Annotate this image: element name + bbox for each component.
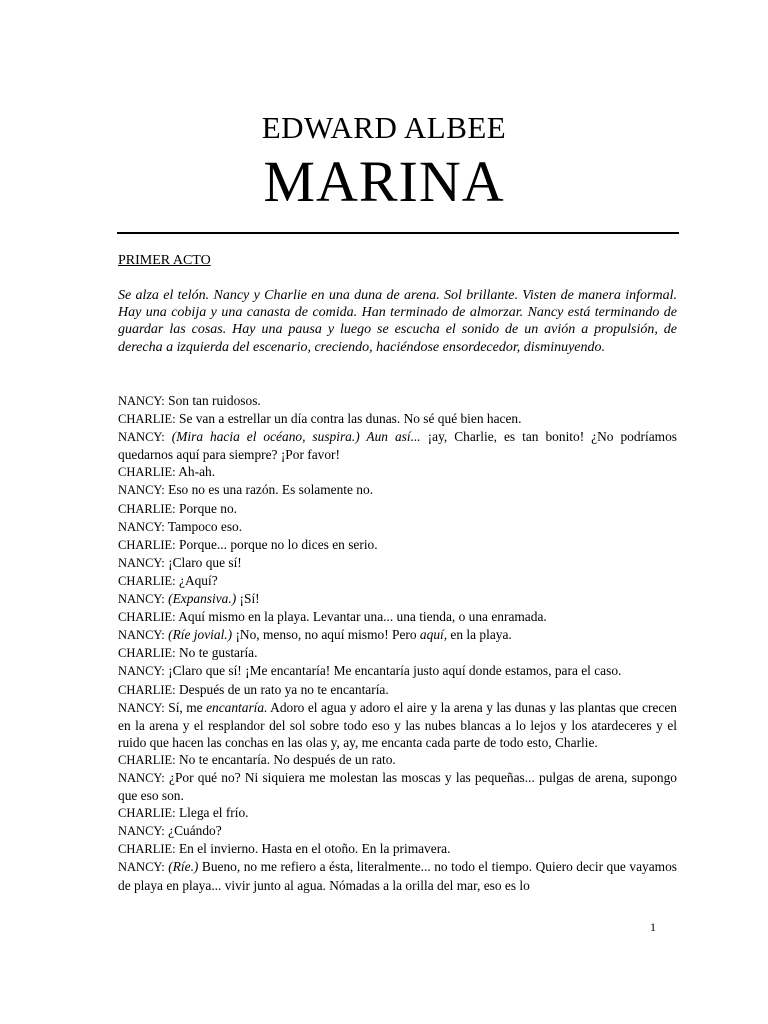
speech-text: Adoro el agua y adoro el aire y la arena y las dunas y las plantas que crecen en la arena y el resplandor del sol sobre todo eso y las nubes blancas a lo lejos y los atardeceres y el ruido que hacen las conchas en las olas y, ay, me encanta cada parte de todo esto, Charlie. (118, 699, 677, 750)
dialogue-line (118, 500, 677, 518)
stage-note: (Expansiva.) (168, 591, 237, 607)
speaker-name: CHARLIE: (118, 842, 176, 857)
speech-text: ¡ay, Charlie, es tan bonito! ¿No podríamos quedarnos aquí para siempre? ¡Por favor! (118, 429, 678, 463)
dialogue-line (118, 681, 677, 699)
page-number: 1 (650, 920, 656, 934)
speech-text: Después de un rato ya no te encantaría. (179, 681, 389, 697)
play-title: MARINA (263, 149, 505, 214)
dialogue-line (118, 428, 677, 463)
speech-text: ¿Por qué no? Ni siquiera me molestan las moscas y las pequeñas... pulgas de arena, supongo que eso son. (118, 769, 677, 804)
speaker-name: CHARLIE: (118, 610, 176, 625)
speaker-name: NANCY: (118, 483, 165, 498)
speech-text: No te encantaría. No después de un rato. (179, 751, 396, 767)
speech-text: ¡Sí! (236, 591, 260, 607)
dialogue-line (118, 769, 677, 804)
speaker-name: CHARLIE: (118, 646, 176, 661)
speaker-name: CHARLIE: (118, 501, 176, 516)
speech-text: ¡No, menso, no aquí mismo! Pero (232, 627, 420, 643)
speech-text: Llega el frío. (179, 805, 249, 821)
speech-text: ¡Claro que sí! (168, 554, 242, 570)
dialogue-line (118, 751, 677, 769)
speaker-name: NANCY: (118, 628, 165, 643)
stage-direction: Se alza el telón. Nancy y Charlie en una duna de arena. Sol brillante. Visten de manera informal. Hay una cobija y una canasta de comida. Han terminado de almorzar. Nancy está terminando de guardar las cosas. Hay una pausa y luego se escucha el sonido de un avión a propulsión, de derecha a izquierda del escenario, creciendo, haciéndose ensordecedor, disminuyendo. (118, 288, 677, 355)
speaker-name: NANCY: (118, 394, 165, 408)
speech-text: Tampoco eso. (167, 518, 243, 534)
speaker-name: CHARLIE: (118, 465, 176, 480)
speech-text: Bueno, no me refiero a ésta, literalmente... no todo el tiempo. Quiero decir que vayamos de playa en playa... vivir junto al agua. Nómadas a la orilla del mar, eso es lo (118, 859, 677, 893)
speech-text: Eso no es una razón. Es solamente no. (168, 482, 374, 498)
speech-text: en la playa. (447, 627, 512, 643)
speaker-name: CHARLIE: (118, 412, 176, 427)
speaker-name: CHARLIE: (118, 573, 176, 588)
dialogue-line (118, 858, 677, 893)
stage-note: encantaría. (206, 699, 268, 715)
dialogue-line (118, 804, 677, 822)
speech-text: En el invierno. Hasta en el otoño. En la primavera. (179, 841, 451, 857)
speaker-name: NANCY: (118, 664, 165, 679)
speaker-name: NANCY: (118, 860, 165, 875)
dialogue-line (118, 608, 677, 626)
dialogue-line (118, 518, 677, 536)
speaker-name: NANCY: (118, 555, 165, 570)
stage-note: (Mira hacia el océano, suspira.) Aun así... (171, 429, 421, 445)
speaker-name: NANCY: (118, 430, 165, 445)
act-heading: PRIMER ACTO (118, 253, 211, 268)
dialogue-line (118, 590, 677, 608)
dialogue-line (118, 463, 677, 481)
speech-text: ¿Cuándo? (168, 823, 222, 839)
speaker-name: NANCY: (118, 700, 165, 715)
dialogue-block (118, 392, 677, 894)
stage-note: (Ríe.) (168, 859, 199, 875)
dialogue-line (118, 644, 677, 662)
speaker-name: CHARLIE: (118, 806, 176, 821)
speaker-name: CHARLIE: (118, 752, 176, 767)
speaker-name: NANCY: (118, 519, 165, 534)
speech-text: Se van a estrellar un día contra las dunas. No sé qué bien hacen. (179, 411, 522, 427)
dialogue-line (118, 392, 677, 410)
speech-text: Porque... porque no lo dices en serio. (179, 536, 378, 552)
speech-text: ¿Aquí? (179, 572, 218, 588)
author-name: EDWARD ALBEE (261, 110, 507, 145)
dialogue-line (118, 481, 677, 499)
speech-text: Aquí mismo en la playa. Levantar una... una tienda, o una enramada. (178, 609, 547, 625)
speaker-name: CHARLIE: (118, 537, 176, 552)
dialogue-line (118, 840, 677, 858)
dialogue-line (118, 554, 677, 572)
speech-text: Sí, me (168, 699, 207, 715)
speaker-name: NANCY: (118, 824, 165, 839)
dialogue-line (118, 699, 677, 751)
speaker-name: CHARLIE: (118, 682, 176, 697)
title-divider (117, 232, 679, 234)
dialogue-line (118, 626, 677, 644)
speaker-name: NANCY: (118, 592, 165, 607)
dialogue-line (118, 536, 677, 554)
dialogue-line (118, 572, 677, 590)
speech-text: No te gustaría. (179, 645, 258, 661)
stage-note: aquí, (419, 627, 448, 643)
dialogue-line (118, 410, 677, 428)
dialogue-line (118, 662, 677, 680)
speaker-name: NANCY: (118, 770, 165, 785)
speech-text: Ah-ah. (178, 464, 216, 480)
stage-note: (Ríe jovial.) (168, 627, 233, 643)
speech-text: Porque no. (179, 500, 238, 516)
dialogue-line (118, 822, 677, 840)
speech-text: ¡Claro que sí! ¡Me encantaría! Me encantaría justo aquí donde estamos, para el caso. (168, 663, 622, 679)
speech-text: Son tan ruidosos. (168, 393, 261, 408)
